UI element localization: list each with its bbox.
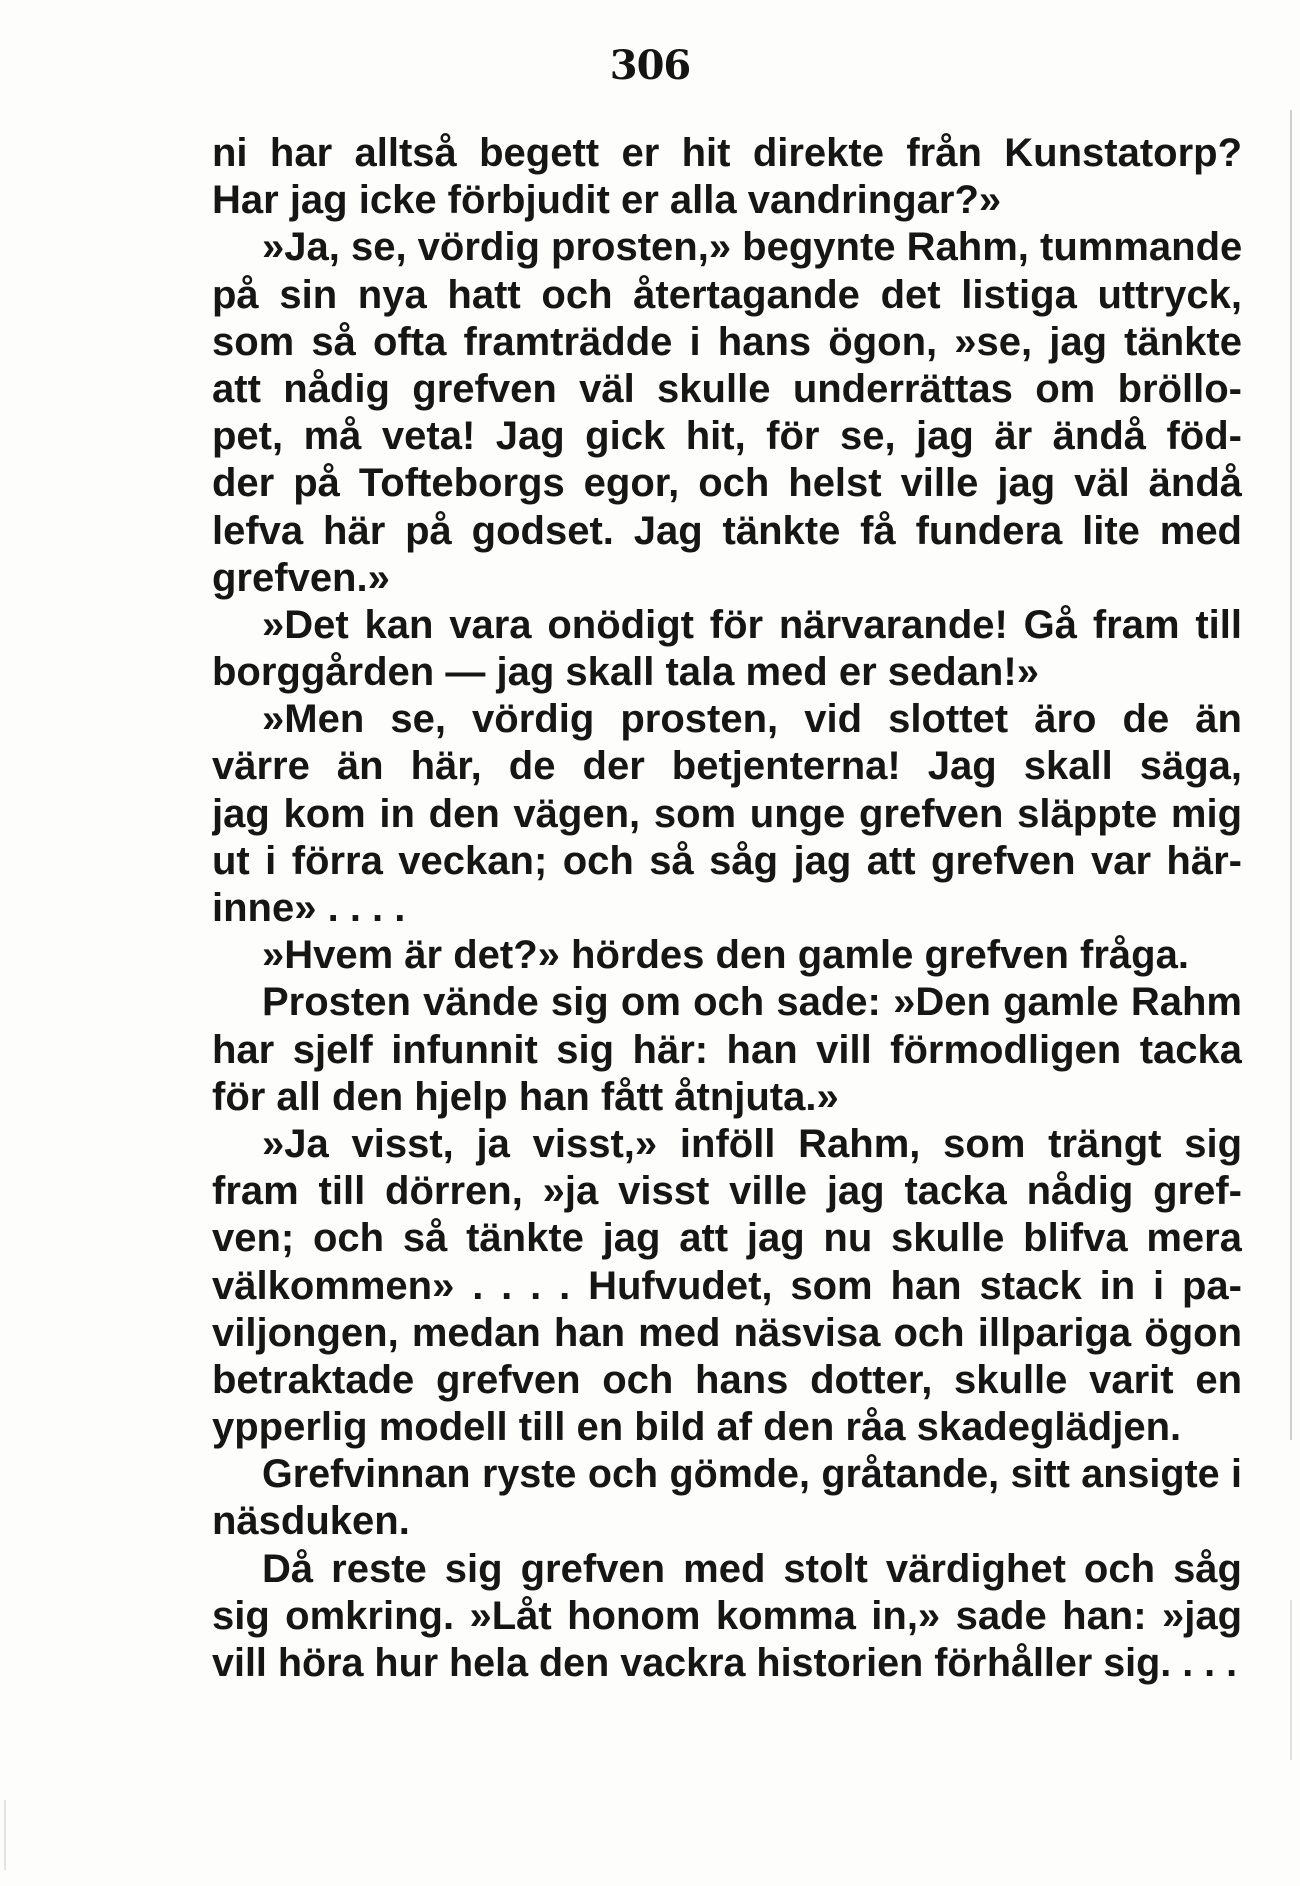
text-line: som så ofta framträdde i hans ögon, »se, jag tänkte bbox=[212, 319, 1242, 364]
text-line: jag kom in den vägen, som unge grefven släppte mig bbox=[212, 791, 1242, 836]
text-line: der på Tofteborgs egor, och helst ville jag väl ändå bbox=[212, 461, 1242, 506]
page-edge-shadow-lower bbox=[1290, 1600, 1292, 1760]
text-line: ven; och så tänkte jag att jag nu skulle blifva mera bbox=[212, 1216, 1242, 1261]
text-line: för all den hjelp han fått åtnjuta.» bbox=[212, 1074, 839, 1119]
text-line: vill höra hur hela den vackra historien förhåller sig. . . . bbox=[212, 1641, 1238, 1685]
text-line: inne» . . . . bbox=[212, 886, 406, 930]
text-line: viljongen, medan han med näsvisa och illpariga ögon bbox=[212, 1310, 1242, 1355]
text-line: »Men se, vördig prosten, vid slottet äro de än bbox=[262, 697, 1242, 742]
text-line: värre än här, de der betjenterna! Jag skall säga, bbox=[212, 744, 1242, 789]
text-line: ypperlig modell till en bild af den råa skadeglädjen. bbox=[212, 1405, 1182, 1450]
page-number: 306 bbox=[609, 42, 691, 89]
text-line: »Ja visst, ja visst,» inföll Rahm, som trängt sig bbox=[262, 1121, 1242, 1166]
text-line: näsduken. bbox=[212, 1499, 410, 1544]
body-text bbox=[212, 130, 1242, 1687]
text-line: fram till dörren, »ja visst ville jag tacka nådig gref- bbox=[212, 1169, 1242, 1214]
text-line: ni har alltså begett er hit direkte från Kunstatorp? bbox=[212, 131, 1242, 175]
text-line: välkommen» . . . . Hufvudet, som han stack in i pa- bbox=[212, 1263, 1242, 1308]
text-line: Då reste sig grefven med stolt värdighet och såg bbox=[262, 1546, 1242, 1591]
text-line: har sjelf infunnit sig här: han vill förmodligen tacka bbox=[212, 1027, 1242, 1072]
text-line: Grefvinnan ryste och gömde, gråtande, sitt ansigte i bbox=[262, 1452, 1242, 1497]
text-line: borggården — jag skall tala med er sedan!» bbox=[212, 650, 1039, 695]
text-line: Prosten vände sig om och sade: »Den gamle Rahm bbox=[262, 980, 1242, 1025]
text-line: på sin nya hatt och återtagande det listiga uttryck, bbox=[212, 272, 1242, 317]
text-line: pet, må veta! Jag gick hit, för se, jag är ändå föd- bbox=[212, 414, 1242, 459]
scan-margin-mark bbox=[4, 1800, 6, 1870]
text-line: »Det kan vara onödigt för närvarande! Gå fram till bbox=[262, 602, 1242, 647]
text-line: betraktade grefven och hans dotter, skulle varit en bbox=[212, 1357, 1242, 1402]
text-line: lefva här på godset. Jag tänkte få fundera lite med bbox=[212, 508, 1242, 553]
text-line: sig omkring. »Låt honom komma in,» sade han: »jag bbox=[212, 1593, 1242, 1638]
text-line: grefven.» bbox=[212, 555, 390, 600]
text-line: Har jag icke förbjudit er alla vandringar?» bbox=[212, 178, 1002, 223]
text-line: ut i förra veckan; och så såg jag att grefven var här- bbox=[212, 838, 1242, 883]
text-line: att nådig grefven väl skulle underrättas om bröllo- bbox=[212, 366, 1242, 411]
page-edge-shadow bbox=[1290, 110, 1292, 1440]
text-line: »Ja, se, vördig prosten,» begynte Rahm, tummande bbox=[262, 225, 1242, 270]
text-line: »Hvem är det?» hördes den gamle grefven fråga. bbox=[262, 933, 1189, 978]
